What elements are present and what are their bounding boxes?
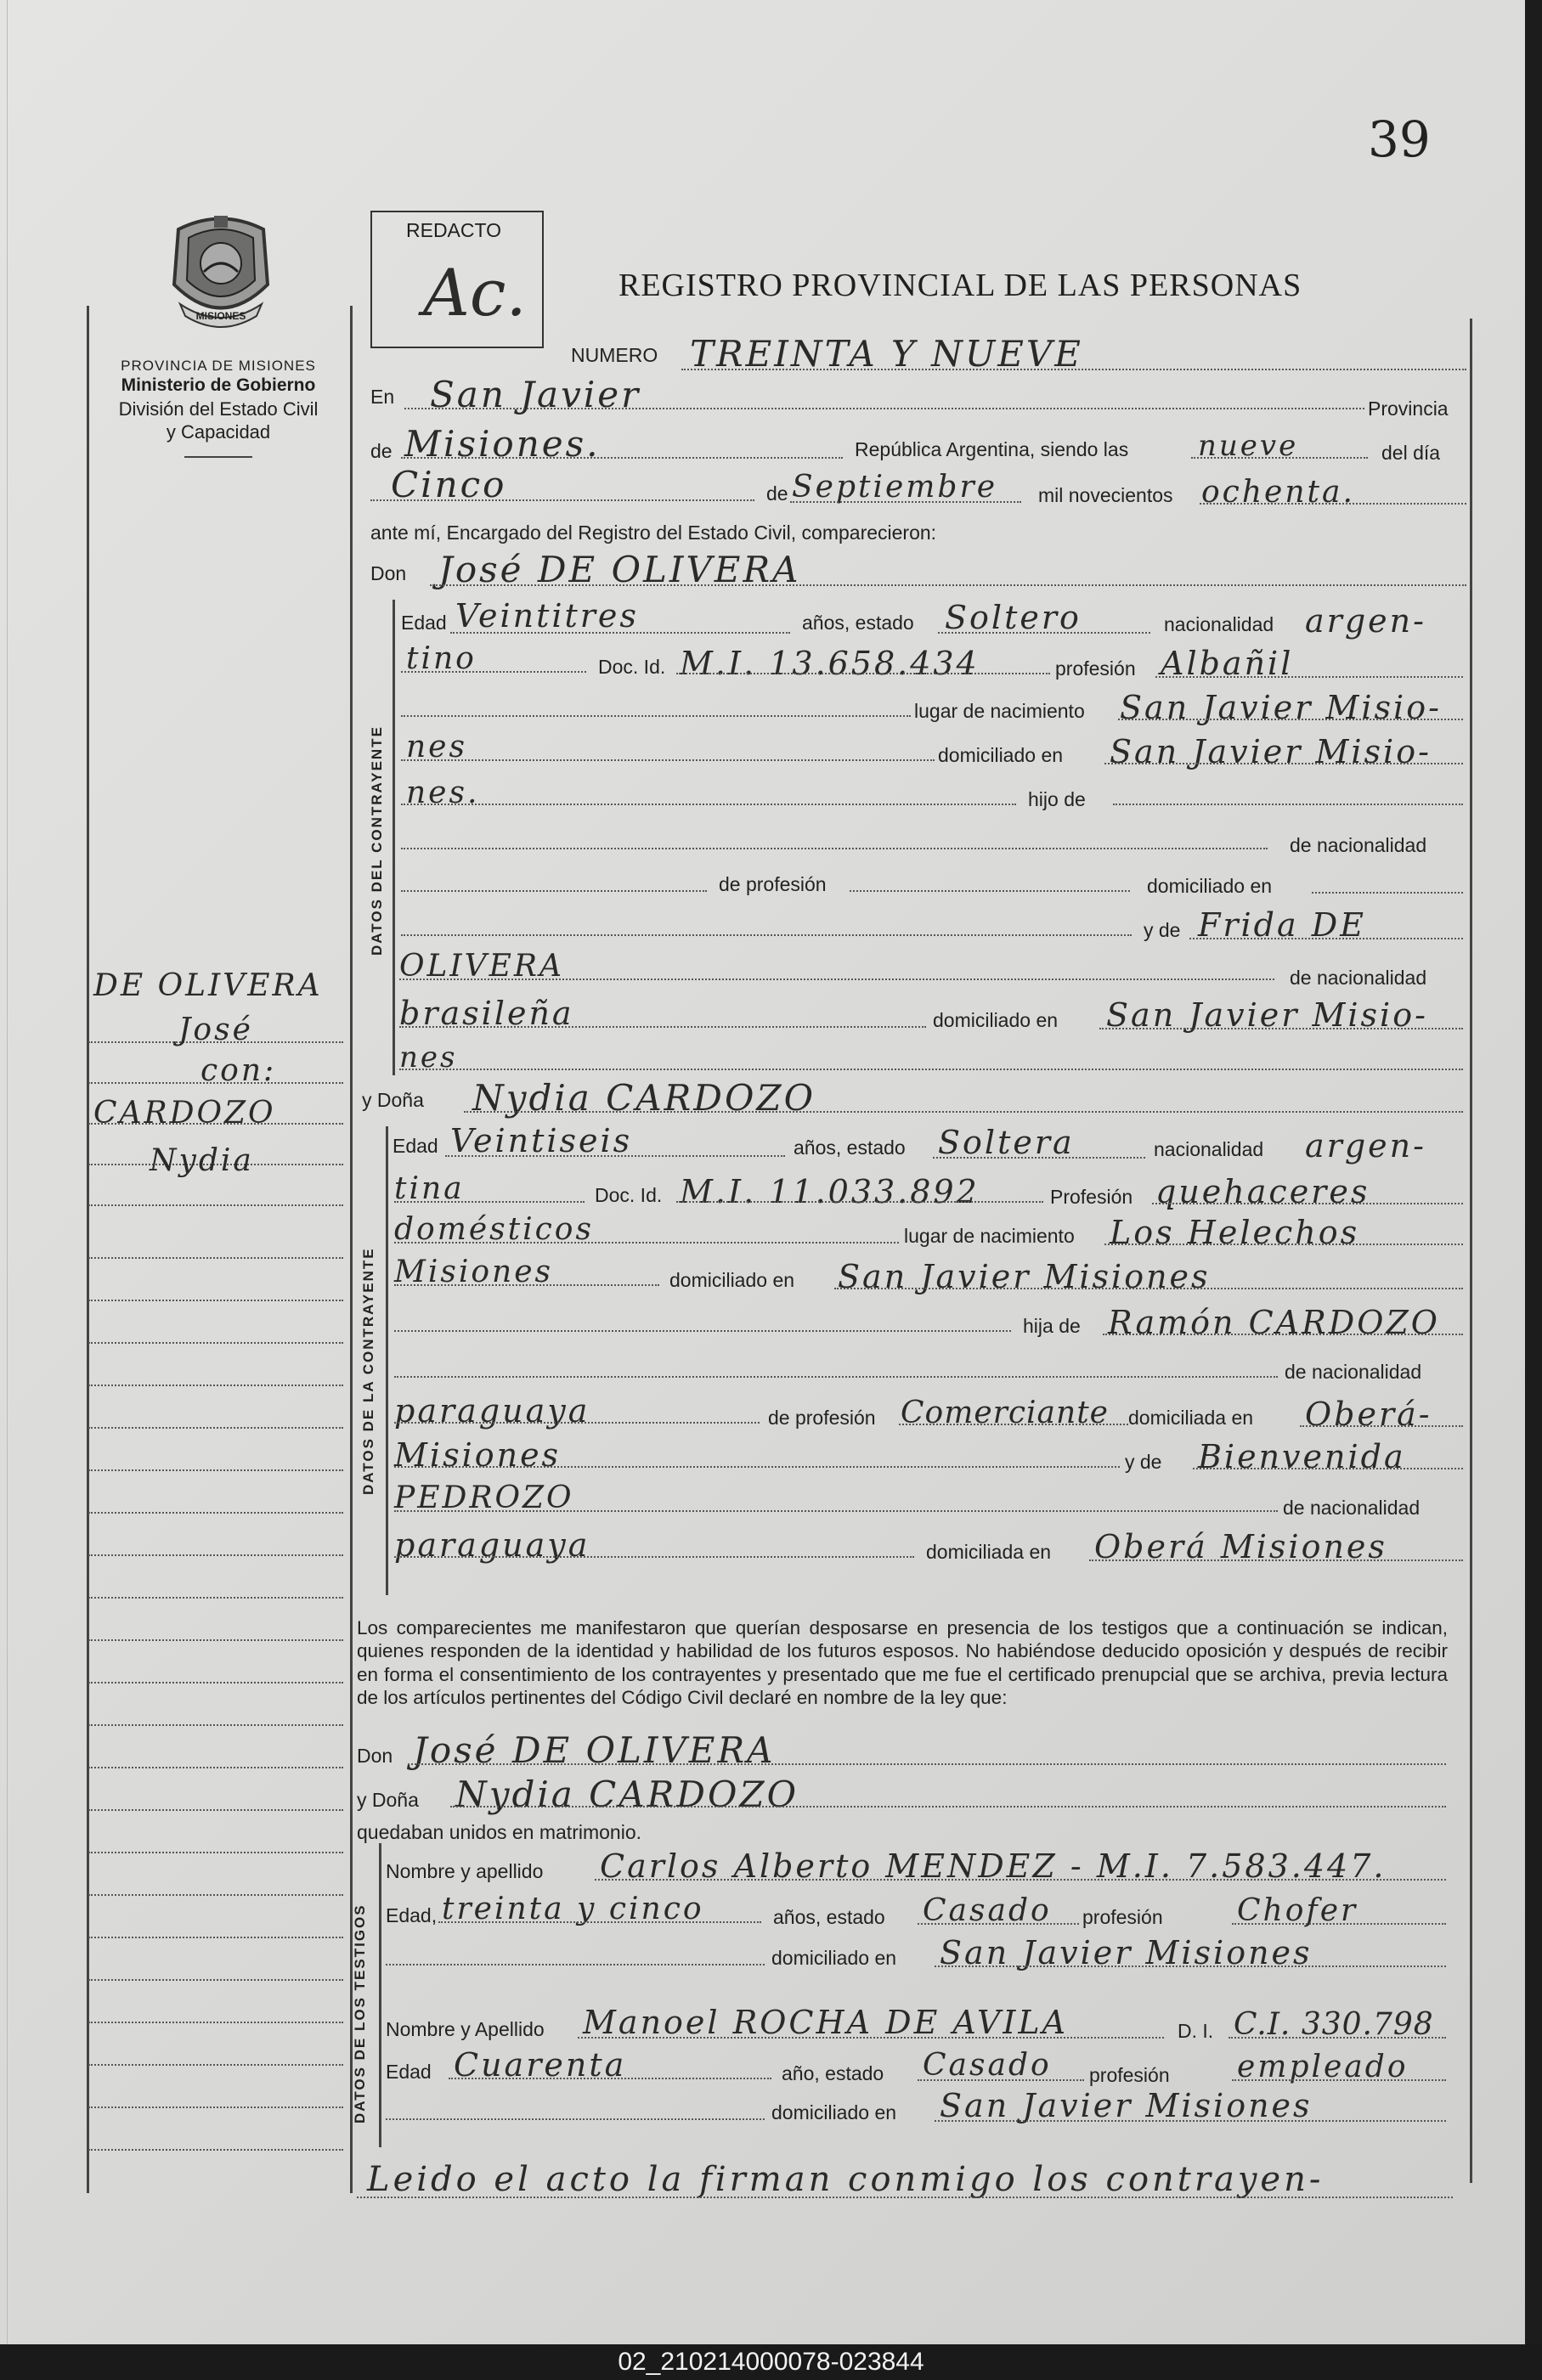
contrayente-side-label: DATOS DEL CONTRAYENTE bbox=[369, 725, 385, 956]
c-madre-nac-line bbox=[399, 1026, 926, 1028]
c-madre-dom-line-2 bbox=[399, 1069, 1463, 1070]
c-nacionalidad-label: nacionalidad bbox=[1164, 613, 1274, 635]
t1-profesion-value: Chofer bbox=[1237, 1893, 1358, 1928]
c-blank-line bbox=[401, 715, 911, 717]
t2-domicilio-value: San Javier Misiones bbox=[940, 2087, 1313, 2124]
f-padre-value: Ramón CARDOZO bbox=[1108, 1304, 1440, 1341]
t1-nombre-line bbox=[595, 1879, 1446, 1881]
c-de-nac-label: de nacionalidad bbox=[1290, 834, 1427, 856]
f-anios-estado-label: años, estado bbox=[794, 1136, 906, 1159]
f-madre-nac-value: paraguaya bbox=[394, 1526, 590, 1564]
c-nac2-line bbox=[401, 671, 586, 673]
t2-di-line bbox=[1229, 2037, 1446, 2039]
t1-estado-value: Casado bbox=[923, 1893, 1052, 1928]
t1-dom-blank-line bbox=[386, 1964, 765, 1965]
de-label: de bbox=[370, 440, 393, 462]
contrayente-name-value: José DE OLIVERA bbox=[438, 549, 801, 590]
t2-edad-label: Edad bbox=[386, 2061, 432, 2083]
f-doc-line bbox=[676, 1201, 1043, 1203]
t2-domicilio-line bbox=[935, 2120, 1446, 2122]
f-nacionalidad-value: argen- bbox=[1305, 1127, 1426, 1165]
contrayente-f-name-value: Nydia CARDOZO bbox=[472, 1077, 816, 1119]
margin-note-name-2: Nydia bbox=[150, 1143, 254, 1178]
margin-note-surname: DE OLIVERA bbox=[93, 968, 323, 1003]
decl-dona-line bbox=[450, 1806, 1446, 1808]
y-dona-label: y Doña bbox=[362, 1089, 424, 1111]
decl-don-value: José DE OLIVERA bbox=[413, 1729, 776, 1771]
f-padre-dom-line-2 bbox=[394, 1466, 1120, 1468]
province-line-3: División del Estado Civil bbox=[118, 398, 319, 420]
f-nacionalidad-label: nacionalidad bbox=[1154, 1138, 1264, 1160]
c-doc-line bbox=[676, 673, 1050, 674]
c-padre-nac-line bbox=[401, 848, 1268, 849]
f-madre-line-2 bbox=[394, 1510, 1278, 1512]
del-dia-label: del día bbox=[1381, 442, 1441, 464]
t1-edad-value: treinta y cinco bbox=[442, 1892, 704, 1926]
t1-edad-label: Edad, bbox=[386, 1904, 438, 1926]
c-doc-value: M.I. 13.658.434 bbox=[680, 645, 980, 682]
redacto-stamp bbox=[370, 211, 544, 348]
f-domicilio-line bbox=[834, 1288, 1463, 1289]
f-profesion-value-2: domésticos bbox=[394, 1212, 594, 1247]
left-margin-rule bbox=[87, 306, 89, 2193]
c-profesion-line bbox=[1155, 676, 1463, 678]
f-edad-line bbox=[445, 1155, 785, 1157]
testigos-bracket bbox=[379, 1843, 381, 2147]
c-domicilio-value-2: nes. bbox=[406, 775, 480, 810]
t1-domicilio-line bbox=[935, 1965, 1446, 1967]
province-line-4: y Capacidad bbox=[166, 421, 271, 443]
f-profesion-label: Profesión bbox=[1050, 1186, 1133, 1208]
f-padre-prof-value: Comerciante bbox=[901, 1396, 1109, 1430]
t1-domiciliado-label: domiciliado en bbox=[771, 1947, 897, 1969]
t2-profesion-line bbox=[1232, 2079, 1446, 2081]
c-nacimiento-line bbox=[1118, 719, 1463, 720]
f-de-prof-label: de profesión bbox=[768, 1407, 876, 1429]
c-hijo-de-label: hijo de bbox=[1028, 788, 1086, 810]
c-domicilio-line bbox=[1104, 763, 1463, 764]
c-profesion-label: profesión bbox=[1055, 657, 1136, 680]
c-edad-label: Edad bbox=[401, 612, 447, 634]
f-doc-label: Doc. Id. bbox=[595, 1184, 663, 1206]
dia-value: Cinco bbox=[391, 464, 507, 505]
don-label: Don bbox=[370, 562, 407, 584]
c-nacimiento-value: San Javier Misio- bbox=[1120, 689, 1442, 726]
ante-mi-text: ante mí, Encargado del Registro del Estado Civil, comparecieron: bbox=[370, 522, 937, 544]
c-dom-en-label: domiciliado en bbox=[1147, 875, 1273, 897]
f-padre-blank-line bbox=[394, 1330, 1011, 1332]
anio-value: ochenta. bbox=[1201, 475, 1355, 510]
scan-id: 02_210214000078-023844 bbox=[618, 2348, 924, 2376]
t2-profesion-label: profesión bbox=[1089, 2064, 1170, 2086]
t2-nombre-label: Nombre y Apellido bbox=[386, 2018, 545, 2040]
c-padre-dom-line-2 bbox=[401, 934, 1132, 936]
f-madre-value: Bienvenida bbox=[1198, 1438, 1406, 1475]
t2-nombre-value: Manoel ROCHA DE AVILA bbox=[583, 2004, 1069, 2041]
t2-edad-line bbox=[449, 2078, 771, 2079]
hora-line bbox=[1191, 457, 1368, 459]
contrayente-name-line bbox=[430, 584, 1466, 586]
f-doc-value: M.I. 11.033.892 bbox=[680, 1173, 980, 1210]
c-anios-estado-label: años, estado bbox=[802, 612, 914, 634]
c-doc-label: Doc. Id. bbox=[598, 656, 666, 678]
f-padre-nac-line bbox=[394, 1376, 1278, 1378]
de-mes-label: de bbox=[766, 482, 788, 505]
c-madre-dom-line bbox=[1099, 1028, 1463, 1029]
dia-line bbox=[370, 499, 754, 501]
c-dom-line-2 bbox=[401, 804, 1016, 805]
redacto-initials: Ac. bbox=[423, 255, 527, 330]
f-profesion-value: quehaceres bbox=[1155, 1173, 1370, 1210]
lugar-value: San Javier bbox=[430, 374, 641, 415]
testigos-side-label: DATOS DE LOS TESTIGOS bbox=[352, 1903, 368, 2123]
numero-value: TREINTA Y NUEVE bbox=[690, 333, 1083, 375]
numero-label: NUMERO bbox=[571, 344, 658, 366]
c-madre-line-2 bbox=[399, 979, 1274, 980]
f-padre-line bbox=[1103, 1334, 1463, 1335]
c-edad-value: Veintitres bbox=[455, 597, 639, 634]
numero-line bbox=[681, 369, 1466, 370]
t2-estado-value: Casado bbox=[923, 2048, 1052, 2083]
c-estado-value: Soltero bbox=[945, 599, 1082, 636]
f-madre-nac-line bbox=[394, 1556, 914, 1558]
mil-novecientos-label: mil novecientos bbox=[1038, 484, 1173, 506]
t2-di-label: D. I. bbox=[1178, 2020, 1214, 2042]
c-padre-blank-line bbox=[401, 890, 707, 892]
lugar-line bbox=[404, 408, 1364, 409]
t1-profesion-label: profesión bbox=[1082, 1906, 1163, 1928]
c-nacionalidad-value-2: tino bbox=[406, 641, 477, 676]
province-line-2: Ministerio de Gobierno bbox=[121, 375, 316, 396]
mes-value: Septiembre bbox=[792, 470, 997, 505]
f-edad-value: Veintiseis bbox=[450, 1122, 633, 1159]
c-dom-en2-label: domiciliado en bbox=[933, 1009, 1059, 1031]
province-seal-icon bbox=[161, 204, 280, 340]
redacto-label: REDACTO bbox=[406, 219, 502, 241]
t1-edad-line bbox=[438, 1921, 761, 1923]
decl-dona-label: y Doña bbox=[357, 1789, 419, 1811]
c-nacimiento-value-2: nes bbox=[406, 730, 467, 764]
c-domicilio-value: San Javier Misio- bbox=[1110, 733, 1432, 770]
f-edad-label: Edad bbox=[393, 1135, 438, 1157]
c-estado-line bbox=[938, 632, 1150, 634]
page-number: 39 bbox=[1368, 110, 1431, 168]
f-y-de-label: y de bbox=[1125, 1451, 1162, 1473]
c-madre-line bbox=[1189, 938, 1463, 939]
f-lugar-nac-label: lugar de nacimiento bbox=[904, 1225, 1075, 1247]
c-madre-dom-value: San Javier Misio- bbox=[1106, 996, 1428, 1034]
f-padre-prof-line bbox=[899, 1424, 1128, 1425]
t1-estado-line bbox=[918, 1923, 1079, 1925]
t2-domiciliado-label: domiciliado en bbox=[771, 2101, 897, 2123]
provincia-line bbox=[401, 457, 843, 459]
t2-estado-line bbox=[918, 2079, 1084, 2081]
svg-text:MISIONES: MISIONES bbox=[195, 310, 246, 322]
c-edad-line bbox=[450, 632, 790, 634]
t1-profesion-line bbox=[1232, 1923, 1446, 1925]
f-padre-nac-value: paraguaya bbox=[394, 1392, 590, 1430]
content-right-rule bbox=[1470, 319, 1472, 2183]
f-nacimiento-value-2: Misiones bbox=[394, 1255, 554, 1289]
f-padre-dom-value-2: Misiones bbox=[394, 1436, 562, 1474]
f-padre-nac-line-2 bbox=[394, 1422, 760, 1424]
en-label: En bbox=[370, 386, 395, 408]
province-line-1: PROVINCIA DE MISIONES bbox=[121, 358, 316, 374]
c-madre-value-2: OLIVERA bbox=[399, 949, 565, 984]
contrayenta-side-label: DATOS DE LA CONTRAYENTE bbox=[360, 1247, 376, 1495]
closing-line bbox=[357, 2197, 1453, 2198]
mes-line bbox=[790, 501, 1021, 503]
f-nacionalidad-value-2: tina bbox=[394, 1171, 465, 1206]
c-y-de-label: y de bbox=[1144, 919, 1181, 941]
c-de-nac2-label: de nacionalidad bbox=[1290, 967, 1427, 989]
t1-nombre-label: Nombre y apellido bbox=[386, 1860, 544, 1882]
page-edge bbox=[7, 0, 8, 2344]
republica-label: República Argentina, siendo las bbox=[855, 438, 1129, 460]
province-heading bbox=[78, 357, 359, 458]
f-nacimiento-value: Los Helechos bbox=[1110, 1214, 1360, 1251]
f-profesion-line bbox=[1152, 1203, 1463, 1204]
province-rule bbox=[184, 456, 252, 458]
anio-line bbox=[1200, 503, 1466, 505]
hora-value: nueve bbox=[1198, 429, 1299, 463]
f-domicilio-value: San Javier Misiones bbox=[838, 1258, 1211, 1295]
f-de-nac2-label: de nacionalidad bbox=[1283, 1497, 1421, 1519]
contrayente-bracket bbox=[393, 600, 395, 1075]
c-madre-dom-value-2: nes bbox=[399, 1041, 458, 1074]
t2-edad-value: Cuarenta bbox=[454, 2046, 627, 2084]
f-madre-value-2: PEDROZO bbox=[394, 1480, 574, 1515]
margin-note-con: con: bbox=[201, 1053, 277, 1088]
t2-profesion-value: empleado bbox=[1237, 2050, 1409, 2084]
f-de-nac-label: de nacionalidad bbox=[1285, 1361, 1422, 1383]
f-padre-dom-line bbox=[1300, 1425, 1463, 1427]
provincia-value: Misiones. bbox=[404, 423, 601, 465]
f-prof-line-2 bbox=[394, 1242, 899, 1244]
c-nac-line-2 bbox=[401, 759, 935, 761]
f-domiciliado-label: domiciliado en bbox=[669, 1269, 795, 1291]
margin-note-surname-2: CARDOZO bbox=[93, 1096, 276, 1131]
f-madre-dom-line bbox=[1089, 1559, 1463, 1561]
closing-text: Leido el acto la firman conmigo los contrayen- bbox=[367, 2160, 1325, 2199]
c-nacionalidad-value: argen- bbox=[1305, 602, 1426, 640]
c-de-prof-label: de profesión bbox=[719, 873, 827, 895]
t2-di-value: C.I. 330.798 bbox=[1234, 2007, 1434, 2042]
declaration-paragraph: Los comparecientes me manifestaron que querían desposarse en presencia de los testigos que a continuación se indican, quienes responden de la identidad y habilidad de los futuros esposos. No habiéndose deducido oposición y después de recibir en forma el consentimiento de los contrayentes y presentado que me fue el certificado prenupcial que se archiva, previa lectura de los artículos pertinentes del Código Civil declaré en nombre de la ley que: bbox=[357, 1617, 1448, 1709]
f-padre-dom-value: Oberá- bbox=[1305, 1396, 1432, 1433]
f-estado-line bbox=[933, 1157, 1145, 1159]
document-title: REGISTRO PROVINCIAL DE LAS PERSONAS bbox=[618, 268, 1302, 303]
c-padre-prof-line bbox=[850, 890, 1130, 892]
f-nacimiento-line bbox=[1104, 1244, 1463, 1245]
c-padre-dom-line bbox=[1312, 892, 1463, 894]
f-dom-en2-label: domiciliada en bbox=[926, 1541, 1052, 1563]
c-madre-value: Frida DE bbox=[1198, 906, 1366, 944]
c-profesion-value: Albañil bbox=[1161, 645, 1294, 682]
f-nac2-line bbox=[394, 1201, 585, 1203]
f-estado-value: Soltera bbox=[938, 1124, 1075, 1161]
c-domiciliado-label: domiciliado en bbox=[938, 744, 1064, 766]
decl-don-label: Don bbox=[357, 1745, 393, 1767]
f-dom-en-label: domiciliada en bbox=[1128, 1407, 1254, 1429]
c-madre-nac-value: brasileña bbox=[399, 995, 574, 1032]
t1-nombre-value: Carlos Alberto MENDEZ - M.I. 7.583.447. bbox=[600, 1847, 1387, 1885]
f-nac-line-2 bbox=[394, 1284, 659, 1286]
contrayenta-bracket bbox=[386, 1126, 388, 1595]
margin-note-name: José bbox=[178, 1012, 253, 1047]
provincia-label: Provincia bbox=[1368, 398, 1449, 420]
f-madre-line bbox=[1193, 1468, 1463, 1469]
t2-nombre-line bbox=[578, 2037, 1164, 2039]
f-madre-dom-value: Oberá Misiones bbox=[1094, 1528, 1387, 1565]
decl-don-line bbox=[408, 1763, 1446, 1765]
t2-dom-blank-line bbox=[386, 2118, 765, 2120]
t1-anios-estado-label: años, estado bbox=[773, 1906, 885, 1928]
t2-anio-estado-label: año, estado bbox=[782, 2062, 884, 2084]
c-padre-line bbox=[1113, 804, 1463, 805]
c-lugar-nac-label: lugar de nacimiento bbox=[914, 700, 1085, 722]
decl-dona-value: Nydia CARDOZO bbox=[455, 1774, 799, 1815]
decl-quedaban-text: quedaban unidos en matrimonio. bbox=[357, 1821, 642, 1843]
f-hija-de-label: hija de bbox=[1023, 1315, 1081, 1337]
contrayente-f-name-line bbox=[464, 1111, 1463, 1113]
t1-domicilio-value: San Javier Misiones bbox=[940, 1934, 1313, 1971]
